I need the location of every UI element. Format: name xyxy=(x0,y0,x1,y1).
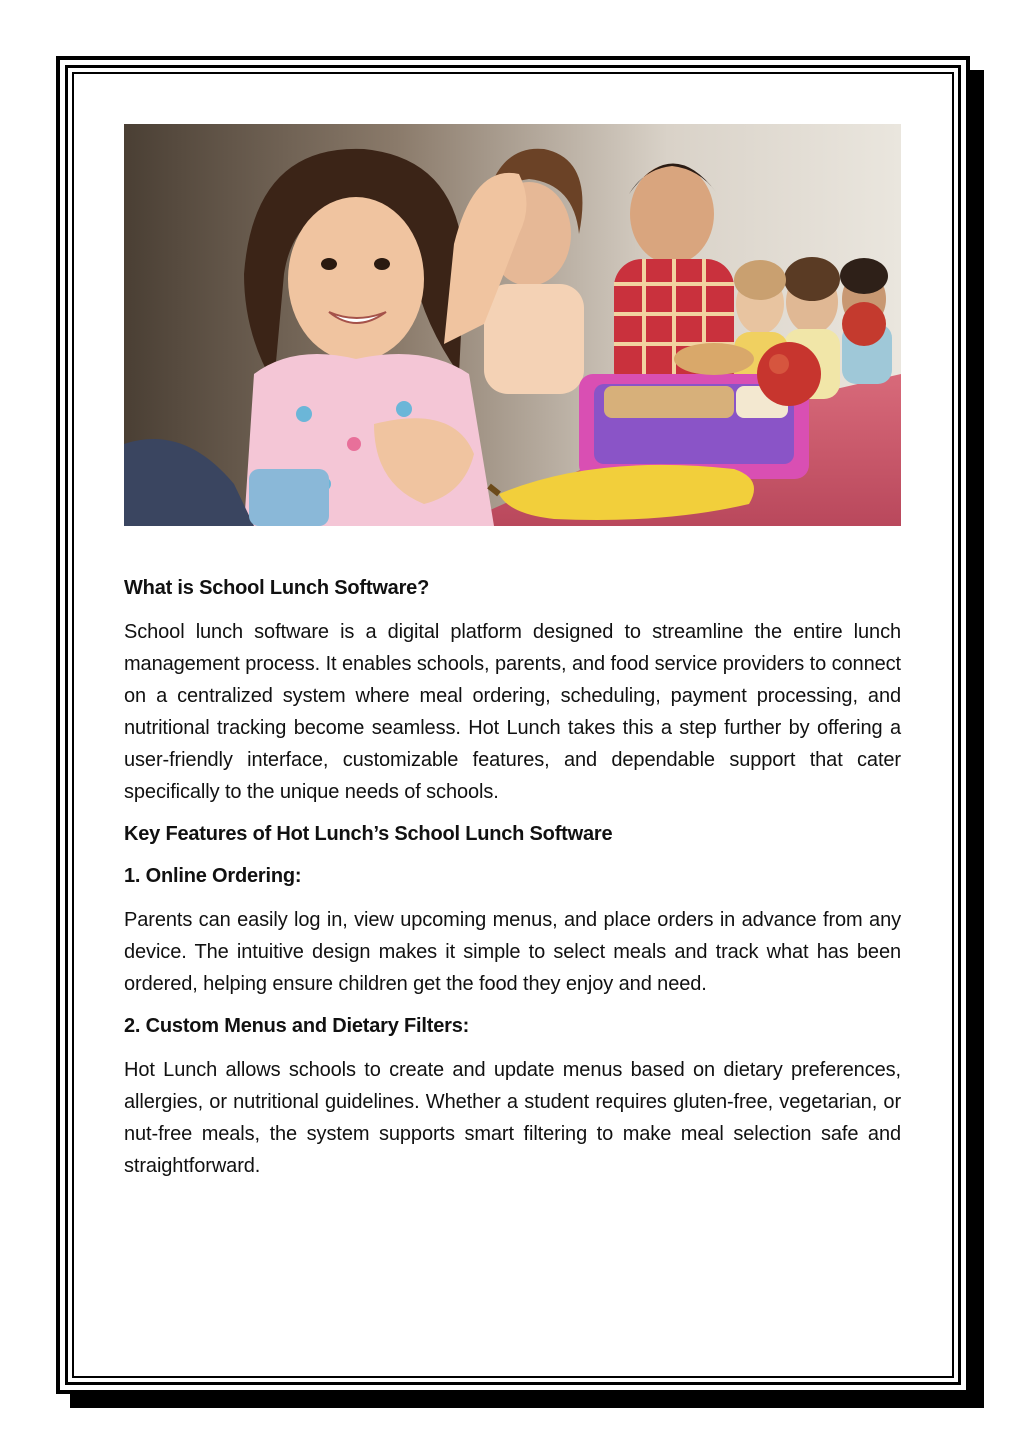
feature-1-paragraph: Parents can easily log in, view upcoming menus, and place orders in advance from any device. The intuitive design makes it simple to select meals and track what has been ordered, helping ensure children get the food they enjoy and need. xyxy=(124,909,901,995)
hero-photo xyxy=(124,124,901,526)
intro-heading: What is School Lunch Software? xyxy=(124,577,430,599)
intro-paragraph: School lunch software is a digital platform designed to streamline the entire lunch management process. It enables schools, parents, and food service providers to connect on a centralized system where meal ordering, scheduling, payment processing, and nutritional tracking become seamless. Hot Lunch takes this a step further by offering a user-friendly interface, customizable features, and dependable support that cater specifically to the unique needs of schools. xyxy=(124,621,901,803)
features-heading: Key Features of Hot Lunch’s School Lunch Software xyxy=(124,823,613,845)
feature-1-heading: 1. Online Ordering: xyxy=(124,865,302,887)
photo-icon xyxy=(124,124,901,526)
feature-2-heading: 2. Custom Menus and Dietary Filters: xyxy=(124,1015,470,1037)
feature-2-paragraph: Hot Lunch allows schools to create and update menus based on dietary preferences, allergies, or nutritional guidelines. Whether a student requires gluten-free, vegetarian, or nut-free meals, the system supports smart filtering to make meal selection safe and straightforward. xyxy=(124,1059,901,1177)
article-body xyxy=(124,574,901,1194)
